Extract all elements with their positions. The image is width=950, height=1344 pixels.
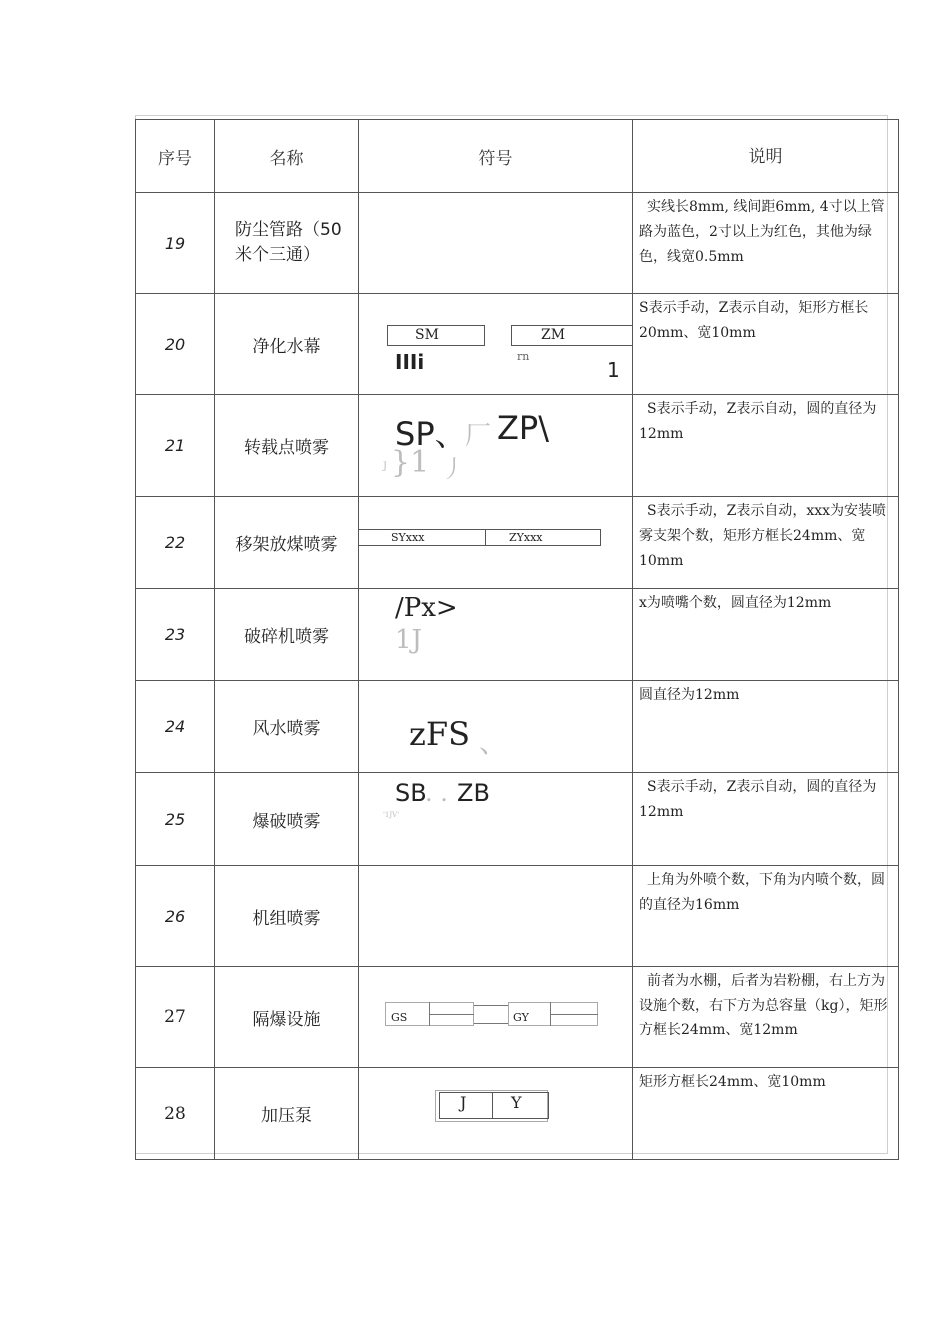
- symbol-text-dots: . .: [425, 779, 448, 807]
- symbol-text-sb: SB: [395, 779, 427, 807]
- row-symbol: [359, 1068, 633, 1160]
- row-description: S表示手动，Z表示自动，圆的直径为12mm: [633, 395, 899, 497]
- row-description: 矩形方框长24mm、宽10mm: [633, 1068, 899, 1160]
- symbol-text-px: /Px>: [395, 593, 458, 623]
- symbol-text-gs: GS: [391, 1011, 408, 1024]
- table-header-row: [136, 120, 899, 193]
- symbol-box-zm: [511, 325, 632, 346]
- row-symbol: [359, 395, 633, 497]
- row-symbol-empty: [359, 193, 633, 294]
- symbol-text-zfs: zFS: [409, 715, 470, 753]
- symbol-text-mark: 、: [479, 726, 508, 759]
- row-description: 圆直径为12mm: [633, 681, 899, 773]
- symbol-text-sp: SP、: [395, 415, 467, 453]
- row-description: S表示手动，Z表示自动，xxx为安装喷雾支架个数，矩形方框长24mm、宽10mm: [633, 497, 899, 589]
- table-row: [136, 395, 899, 497]
- row-index: 21: [136, 395, 215, 497]
- row-name: 加压泵: [215, 1068, 359, 1160]
- table-row: [136, 773, 899, 866]
- symbol-table: [135, 119, 899, 1160]
- table-row: [136, 589, 899, 681]
- symbol-text-gy: GY: [513, 1011, 529, 1024]
- row-index: 28: [136, 1068, 215, 1160]
- symbol-text-bracket: 厂: [465, 421, 492, 451]
- table-row: [136, 294, 899, 395]
- row-name: 隔爆设施: [215, 967, 359, 1068]
- symbol-text-zm: ZM: [541, 327, 566, 343]
- row-index: 23: [136, 589, 215, 681]
- symbol-text-zb: ZB: [457, 779, 490, 807]
- symbol-divider: [429, 1014, 474, 1015]
- row-name: 移架放煤喷雾: [215, 497, 359, 589]
- row-name: 净化水幕: [215, 294, 359, 395]
- symbol-text-zyxxx: ZYxxx: [509, 531, 543, 544]
- symbol-divider: [550, 1014, 598, 1015]
- symbol-text-small: '1JV': [383, 811, 400, 819]
- table-row: [136, 681, 899, 773]
- symbol-text-j: J: [460, 1093, 467, 1112]
- symbol-text-rn: rn: [517, 350, 530, 363]
- header-description: 说明: [633, 120, 899, 193]
- row-description: x为喷嘴个数，圆直径为12mm: [633, 589, 899, 681]
- table-row: [136, 497, 899, 589]
- row-name: 转载点喷雾: [215, 395, 359, 497]
- symbol-divider: [474, 1005, 508, 1006]
- table-row: [136, 866, 899, 967]
- symbol-divider: [492, 1092, 493, 1119]
- row-description: S表示手动，Z表示自动，矩形方框长20mm、宽10mm: [633, 294, 899, 395]
- symbol-text-sm: SM: [415, 327, 439, 343]
- row-index: 22: [136, 497, 215, 589]
- row-index: 26: [136, 866, 215, 967]
- row-index: 19: [136, 193, 215, 294]
- symbol-text-zp: ZP\: [497, 409, 549, 447]
- row-symbol: [359, 294, 633, 395]
- row-name: 风水喷雾: [215, 681, 359, 773]
- symbol-text-brace: }1: [391, 445, 430, 480]
- symbol-text-stroke: 丿: [441, 455, 465, 483]
- table-row: [136, 1068, 899, 1160]
- symbol-text-1j: 1J: [395, 625, 422, 655]
- row-symbol: [359, 967, 633, 1068]
- row-symbol: [359, 681, 633, 773]
- header-name: 名称: [215, 120, 359, 193]
- row-description: S表示手动，Z表示自动，圆的直径为12mm: [633, 773, 899, 866]
- row-description: 上角为外喷个数，下角为内喷个数，圆的直径为16mm: [633, 866, 899, 967]
- table-row: [136, 967, 899, 1068]
- row-index: 24: [136, 681, 215, 773]
- symbol-text-syxxx: SYxxx: [391, 531, 425, 544]
- symbol-divider: [485, 529, 486, 546]
- symbol-box-jy: [439, 1092, 549, 1119]
- symbol-text-iiii: IIIi: [395, 350, 425, 374]
- row-name: 机组喷雾: [215, 866, 359, 967]
- row-description: 前者为水棚，后者为岩粉棚，右上方为设施个数，右下方为总容量（kg），矩形方框长24mm、宽12mm: [633, 967, 899, 1068]
- row-name: 防尘管路（50米个三通）: [215, 193, 359, 294]
- symbol-divider: [474, 1023, 508, 1024]
- row-symbol-empty: [359, 866, 633, 967]
- header-index: 序号: [136, 120, 215, 193]
- symbol-text-y: Y: [511, 1093, 522, 1112]
- row-name: 破碎机喷雾: [215, 589, 359, 681]
- row-index: 27: [136, 967, 215, 1068]
- row-symbol: [359, 773, 633, 866]
- row-index: 20: [136, 294, 215, 395]
- row-symbol: [359, 497, 633, 589]
- symbol-text-one: 1: [607, 358, 620, 382]
- row-index: 25: [136, 773, 215, 866]
- table-row: [136, 193, 899, 294]
- row-description: 实线长8mm, 线间距6mm, 4寸以上管路为蓝色，2寸以上为红色，其他为绿色，线宽0.5mm: [633, 193, 899, 294]
- row-name: 爆破喷雾: [215, 773, 359, 866]
- header-symbol: 符号: [359, 120, 633, 193]
- row-symbol: [359, 589, 633, 681]
- symbol-text-j: J: [383, 461, 388, 472]
